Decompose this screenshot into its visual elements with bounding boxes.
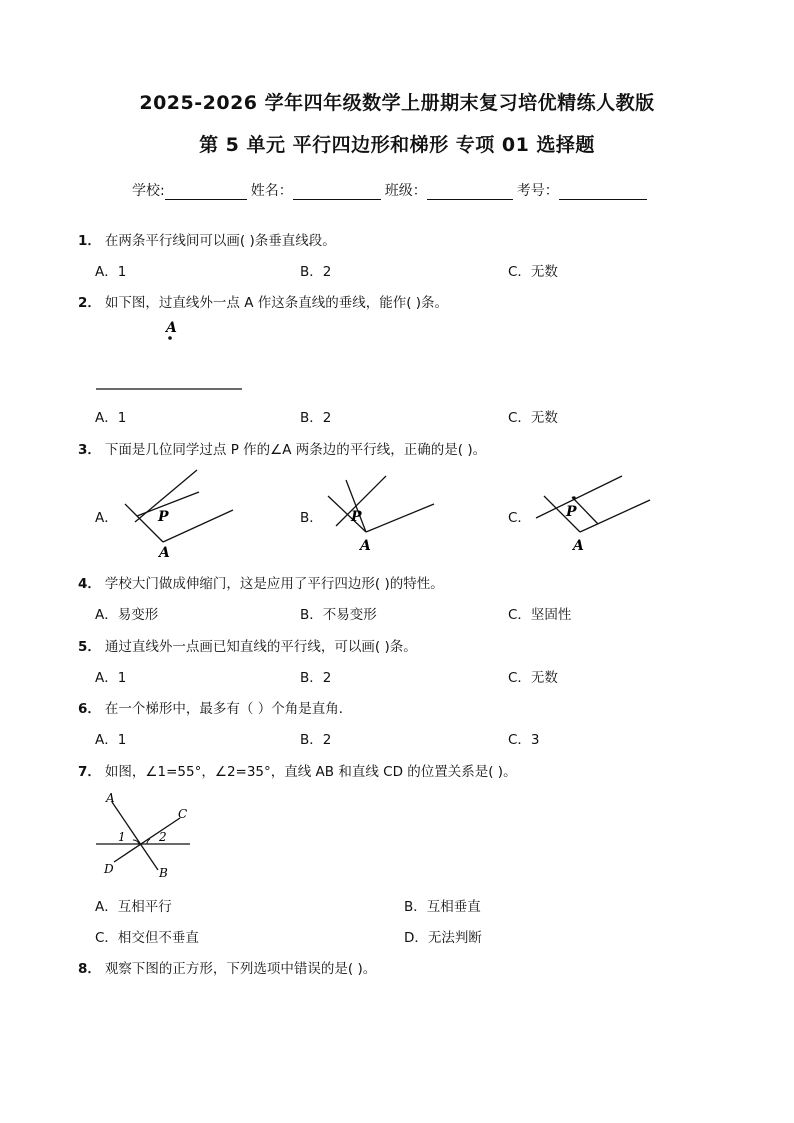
point-a-label: A (106, 791, 115, 805)
question-number: 6． (78, 701, 101, 717)
class-field[interactable] (427, 185, 513, 200)
point-a (168, 336, 172, 340)
q3-figure-a (115, 466, 245, 561)
q7-option-c[interactable]: C．相交但不垂直 (95, 930, 199, 946)
point-d-label: D (104, 862, 114, 876)
q3-option-b[interactable]: B． (300, 510, 323, 526)
q2-option-c[interactable]: C．无数 (508, 410, 558, 426)
question-text: 如图，∠1=55°，∠2=35°，直线 AB 和直线 CD 的位置关系是( )。 (104, 764, 517, 780)
q3-option-a[interactable]: A． (95, 510, 118, 526)
angle-side (163, 510, 233, 542)
point-c-label: C (178, 807, 188, 821)
question-2 (78, 291, 448, 311)
question-5 (78, 635, 417, 655)
q5-option-c[interactable]: C．无数 (508, 670, 558, 686)
question-text: 通过直线外一点画已知直线的平行线，可以画( )条。 (104, 639, 417, 655)
q7-figure (92, 788, 202, 880)
question-number: 5． (78, 639, 101, 655)
name-field[interactable] (293, 185, 381, 200)
angle-2-label: 2 (159, 830, 167, 844)
q3-option-c[interactable]: C． (508, 510, 531, 526)
q2-option-b[interactable]: B．2 (300, 410, 332, 426)
question-number: 2． (78, 295, 101, 311)
angle-1-label: 1 (118, 830, 126, 844)
q1-option-c[interactable]: C．无数 (508, 264, 558, 280)
q1-option-a[interactable]: A．1 (95, 264, 127, 280)
parallel-line (536, 476, 622, 518)
point-p-label: P (566, 504, 577, 520)
question-number: 3． (78, 442, 101, 458)
point-p-label: P (351, 509, 362, 525)
school-label: 学校: (132, 183, 165, 199)
question-number: 4． (78, 576, 101, 592)
q4-option-c[interactable]: C．坚固性 (508, 607, 572, 623)
school-field[interactable] (165, 185, 247, 200)
question-8 (78, 957, 376, 977)
question-number: 1． (78, 233, 101, 249)
question-text: 如下图，过直线外一点 A 作这条直线的垂线，能作( )条。 (104, 295, 449, 311)
point-b-label: B (159, 866, 168, 880)
name-label: 姓名： (250, 183, 293, 199)
q7-option-b[interactable]: B．互相垂直 (404, 899, 481, 915)
q7-option-a[interactable]: A．互相平行 (95, 899, 172, 915)
question-1 (78, 229, 336, 249)
q4-option-a[interactable]: A．易变形 (95, 607, 159, 623)
point-p (572, 496, 576, 500)
point-p-label: P (158, 509, 169, 525)
q5-option-b[interactable]: B．2 (300, 670, 332, 686)
point-a-label: A (573, 538, 584, 554)
question-number: 8． (78, 961, 101, 977)
angle-side (366, 504, 434, 532)
question-4 (78, 572, 444, 592)
question-text: 观察下图的正方形，下列选项中错误的是( )。 (104, 961, 377, 977)
exam-no-field[interactable] (559, 185, 647, 200)
exam-no-label: 考号： (516, 183, 559, 199)
q2-figure (90, 316, 260, 396)
q6-option-c[interactable]: C．3 (508, 732, 540, 748)
q6-option-a[interactable]: A．1 (95, 732, 127, 748)
unit-subtitle: 第 5 单元 平行四边形和梯形 专项 01 选择题 (199, 134, 595, 156)
question-text: 在两条平行线间可以画( )条垂直线段。 (104, 233, 336, 249)
q2-option-a[interactable]: A．1 (95, 410, 127, 426)
question-text: 在一个梯形中，最多有（ ）个角是直角． (104, 701, 353, 717)
point-a-label: A (360, 538, 371, 554)
q5-option-a[interactable]: A．1 (95, 670, 127, 686)
question-3 (78, 438, 486, 458)
question-number: 7． (78, 764, 101, 780)
class-label: 班级： (384, 183, 427, 199)
question-text: 下面是几位同学过点 P 作的∠A 两条边的平行线，正确的是( )。 (104, 442, 487, 458)
q6-option-b[interactable]: B．2 (300, 732, 332, 748)
q3-figure-c (530, 472, 660, 557)
point-a-label: A (166, 320, 177, 336)
q4-option-b[interactable]: B．不易变形 (300, 607, 377, 623)
worksheet-title: 2025-2026 学年四年级数学上册期末复习培优精练人教版 (139, 92, 655, 114)
question-7 (78, 760, 517, 780)
q3-figure-b (318, 472, 448, 557)
question-text: 学校大门做成伸缩门，这是应用了平行四边形( )的特性。 (104, 576, 444, 592)
student-info-row (132, 180, 651, 200)
point-a-label: A (159, 545, 170, 561)
question-6 (78, 697, 352, 717)
q1-option-b[interactable]: B．2 (300, 264, 332, 280)
q7-option-d[interactable]: D．无法判断 (404, 930, 482, 946)
